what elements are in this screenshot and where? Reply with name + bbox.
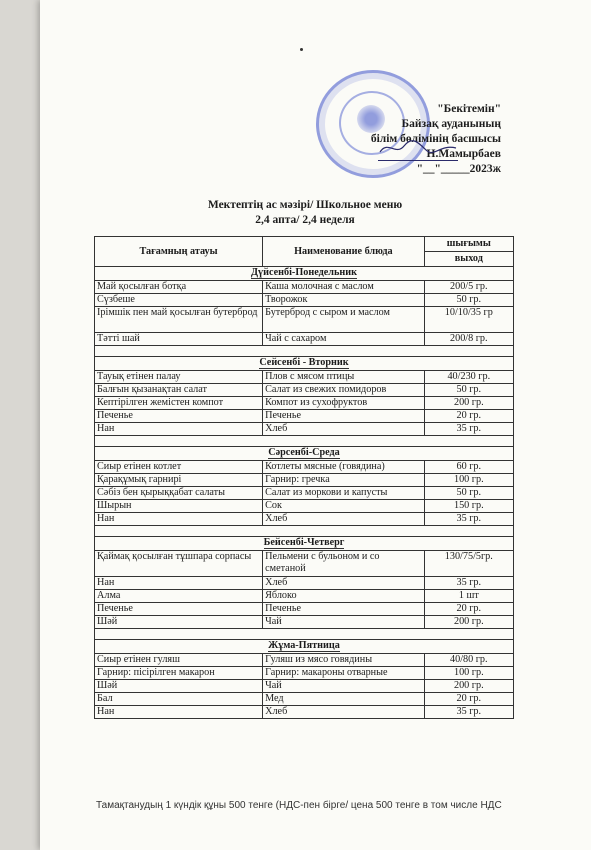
dish-name-ru: Гарнир: макароны отварные xyxy=(263,667,424,680)
dish-name-kz: Гарнир: пісірілген макарон xyxy=(95,667,263,680)
table-row xyxy=(95,474,514,487)
dish-name-ru: Чай с сахаром xyxy=(263,333,424,346)
dish-name-kz: Сәбіз бен қырыққабат салаты xyxy=(95,487,263,500)
dish-output: 100 гр. xyxy=(424,667,513,680)
day-header-row xyxy=(95,267,514,281)
dish-output: 20 гр. xyxy=(424,410,513,423)
table-row xyxy=(95,281,514,294)
day-header-row xyxy=(95,640,514,654)
dish-name-ru: Каша молочная с маслом xyxy=(263,281,424,294)
day-header-row xyxy=(95,537,514,551)
paper-dot xyxy=(300,48,303,51)
day-title: Сәрсенбі-Среда xyxy=(268,447,340,458)
dish-name-ru: Гуляш из мясо говядины xyxy=(263,654,424,667)
table-row xyxy=(95,680,514,693)
menu-table xyxy=(94,236,514,719)
table-row xyxy=(95,590,514,603)
dish-name-ru: Яблоко xyxy=(263,590,424,603)
dish-output: 200/8 гр. xyxy=(424,333,513,346)
dish-output: 130/75/5гр. xyxy=(424,551,513,577)
dish-name-ru: Котлеты мясные (говядина) xyxy=(263,461,424,474)
day-title: Жұма-Пятница xyxy=(268,640,340,651)
dish-name-ru: Салат из свежих помидоров xyxy=(263,384,424,397)
dish-name-kz: Нан xyxy=(95,706,263,719)
table-row xyxy=(95,307,514,333)
dish-output: 35 гр. xyxy=(424,577,513,590)
dish-name-ru: Хлеб xyxy=(263,513,424,526)
table-row xyxy=(95,487,514,500)
day-title: Бейсенбі-Четверг xyxy=(263,537,345,548)
dish-name-ru: Сок xyxy=(263,500,424,513)
spacer-row xyxy=(95,629,514,640)
dish-output: 35 гр. xyxy=(424,513,513,526)
table-row xyxy=(95,371,514,384)
day-header-row xyxy=(95,357,514,371)
spacer-row xyxy=(95,346,514,357)
table-row xyxy=(95,667,514,680)
approval-heading: "Бекітемін" xyxy=(437,103,501,115)
dish-output: 50 гр. xyxy=(424,384,513,397)
table-row xyxy=(95,513,514,526)
signature xyxy=(378,144,458,161)
dish-name-kz: Ірімшік пен май қосылған бутерброд xyxy=(95,307,263,333)
table-row xyxy=(95,384,514,397)
table-row xyxy=(95,423,514,436)
day-header-row xyxy=(95,447,514,461)
dish-output: 150 гр. xyxy=(424,500,513,513)
dish-output: 60 гр. xyxy=(424,461,513,474)
table-row xyxy=(95,654,514,667)
dish-name-ru: Печенье xyxy=(263,410,424,423)
footer-price-note: Тамақтанудың 1 күндік құны 500 тенге (НДС-пен бірге/ цена 500 тенге в том числе НДС xyxy=(96,800,502,811)
dish-name-ru: Мед xyxy=(263,693,424,706)
dish-name-ru: Хлеб xyxy=(263,577,424,590)
approval-name: Н.Мамырбаев xyxy=(426,148,501,160)
dish-output: 10/10/35 гр xyxy=(424,307,513,333)
dish-output: 200 гр. xyxy=(424,680,513,693)
dish-output: 35 гр. xyxy=(424,706,513,719)
day-title: Дүйсенбі-Понедельник xyxy=(251,267,357,278)
dish-output: 50 гр. xyxy=(424,487,513,500)
dish-name-ru: Чай xyxy=(263,680,424,693)
spacer-row xyxy=(95,526,514,537)
dish-output: 1 шт xyxy=(424,590,513,603)
dish-output: 200/5 гр. xyxy=(424,281,513,294)
dish-name-kz: Қарақұмық гарнирі xyxy=(95,474,263,487)
menu-title-line1: Мектептің ас мәзірі/ Школьное меню xyxy=(207,199,403,211)
header-ru: Наименование блюда xyxy=(263,237,424,267)
table-row xyxy=(95,397,514,410)
header-out-kz: шығымы xyxy=(424,237,513,252)
header-out-ru: выход xyxy=(424,252,513,267)
table-row xyxy=(95,616,514,629)
header-kz: Тағамның атауы xyxy=(95,237,263,267)
dish-name-kz: Печенье xyxy=(95,603,263,616)
dish-output: 40/80 гр. xyxy=(424,654,513,667)
dish-name-kz: Сүзбеше xyxy=(95,294,263,307)
approval-district: Байзақ ауданының xyxy=(401,118,501,130)
dish-name-ru: Печенье xyxy=(263,603,424,616)
signature-scribble-icon xyxy=(378,138,458,158)
table-row xyxy=(95,294,514,307)
dish-name-kz: Тауық етінен палау xyxy=(95,371,263,384)
dish-name-kz: Бал xyxy=(95,693,263,706)
dish-output: 35 гр. xyxy=(424,423,513,436)
menu-table-body xyxy=(95,267,514,719)
menu-title xyxy=(190,198,420,228)
table-row xyxy=(95,577,514,590)
dish-name-ru: Хлеб xyxy=(263,706,424,719)
dish-output: 40/230 гр. xyxy=(424,371,513,384)
menu-title-line2: 2,4 апта/ 2,4 неделя xyxy=(255,214,355,226)
dish-name-ru: Чай xyxy=(263,616,424,629)
dish-name-kz: Шәй xyxy=(95,616,263,629)
dish-output: 20 гр. xyxy=(424,693,513,706)
dish-name-ru: Творожок xyxy=(263,294,424,307)
table-row xyxy=(95,706,514,719)
dish-name-kz: Алма xyxy=(95,590,263,603)
dish-name-ru: Бутерброд с сыром и маслом xyxy=(263,307,424,333)
dish-name-kz: Кептірілген жемістен компот xyxy=(95,397,263,410)
table-row xyxy=(95,333,514,346)
dish-name-kz: Сиыр етінен котлет xyxy=(95,461,263,474)
dish-name-kz: Тәтті шай xyxy=(95,333,263,346)
dish-name-ru: Гарнир: гречка xyxy=(263,474,424,487)
table-row xyxy=(95,693,514,706)
dish-output: 200 гр. xyxy=(424,616,513,629)
table-row xyxy=(95,461,514,474)
approval-position: білім бөлімінің басшысы xyxy=(370,133,501,145)
dish-name-ru: Хлеб xyxy=(263,423,424,436)
dish-name-kz: Май қосылған ботқа xyxy=(95,281,263,294)
dish-name-kz: Шырын xyxy=(95,500,263,513)
spacer-row xyxy=(95,436,514,447)
dish-name-kz: Қаймақ қосылған тұшпара сорпасы xyxy=(95,551,263,577)
table-row xyxy=(95,500,514,513)
dish-name-ru: Плов с мясом птицы xyxy=(263,371,424,384)
dish-name-ru: Салат из моркови и капусты xyxy=(263,487,424,500)
dish-name-kz: Печенье xyxy=(95,410,263,423)
dish-name-kz: Шәй xyxy=(95,680,263,693)
table-row xyxy=(95,410,514,423)
dish-name-kz: Балғын қызанақтан салат xyxy=(95,384,263,397)
dish-output: 50 гр. xyxy=(424,294,513,307)
day-title: Сейсенбі - Вторник xyxy=(259,357,349,368)
dish-name-kz: Нан xyxy=(95,423,263,436)
table-row xyxy=(95,603,514,616)
dish-name-kz: Нан xyxy=(95,577,263,590)
dish-output: 100 гр. xyxy=(424,474,513,487)
approval-date: "__"_____2023ж xyxy=(416,163,501,175)
dish-name-ru: Пельмени с бульоном и со сметаной xyxy=(263,551,424,577)
dish-name-kz: Нан xyxy=(95,513,263,526)
dish-name-kz: Сиыр етінен гуляш xyxy=(95,654,263,667)
dish-output: 200 гр. xyxy=(424,397,513,410)
table-row xyxy=(95,551,514,577)
dish-name-ru: Компот из сухофруктов xyxy=(263,397,424,410)
dish-output: 20 гр. xyxy=(424,603,513,616)
